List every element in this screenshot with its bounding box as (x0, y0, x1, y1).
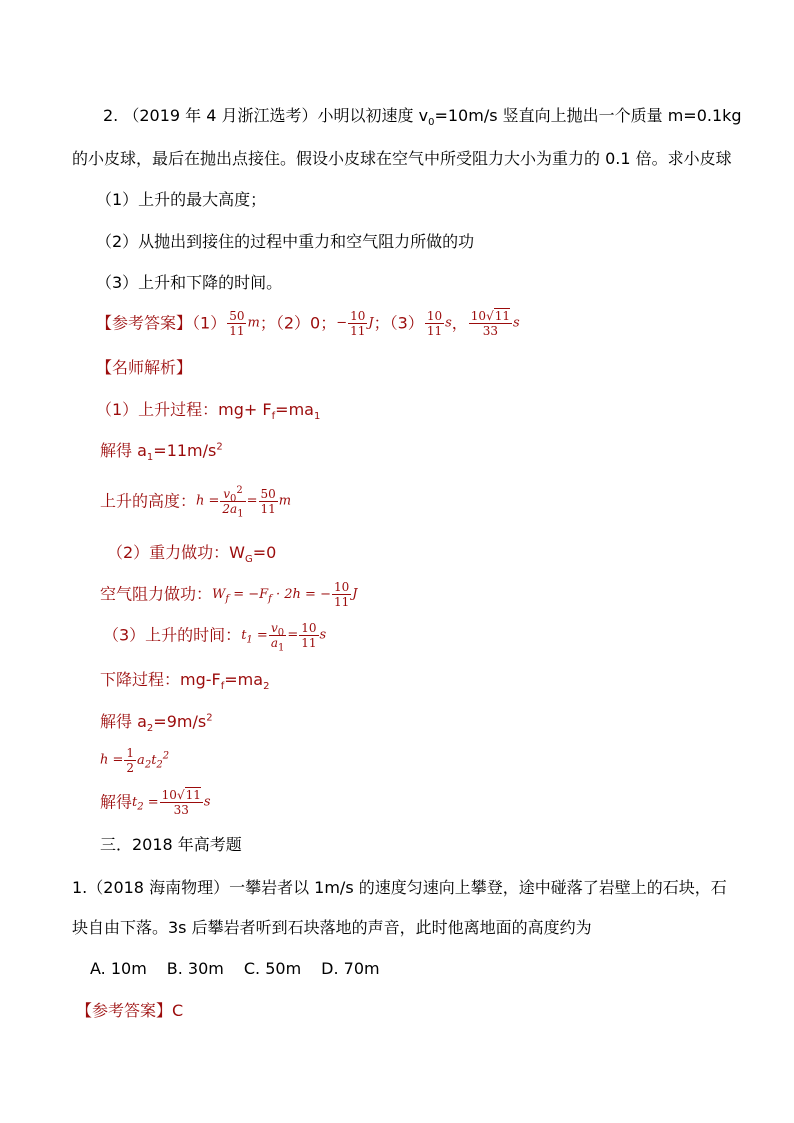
height-fraction: $\frac{v_0^2}{2a_1}$ (222, 485, 244, 520)
analysis-line8: 解得 $a_2=9m/s^2$ (100, 712, 213, 735)
analysis-line10: 解得$t_2$ = $\frac{10√11}{33}$ s (100, 788, 211, 817)
analysis-label: 【名师解析】 (96, 358, 193, 377)
answer-fraction-1: $\frac{50}{11}$ (229, 309, 245, 338)
option-d: D. 70m (321, 959, 380, 978)
q2-source: （2019 年 4 月浙江选考） (123, 106, 318, 125)
analysis-line3: 上升的高度：h = $\frac{v_0^2}{2a_1}$ = $\frac{50}{11}$ m (100, 485, 292, 520)
height-result-fraction: $\frac{50}{11}$ (260, 487, 276, 516)
rise-time-result-fraction: $\frac{10}{11}$ (301, 621, 317, 650)
fall-time-fraction: $\frac{10√11}{33}$ (161, 788, 201, 817)
option-c: C. 50m (243, 959, 302, 978)
q2-stem-text-a: 小明以初速度 v (317, 106, 429, 125)
answer-fraction-2: $\frac{10}{11}$ (350, 309, 366, 338)
answer-fraction-4: $\frac{10√11}{33}$ (470, 309, 510, 338)
q2-part1: （1）上升的最大高度； (96, 190, 267, 209)
q1-stem-line1: 1.（2018 海南物理）一攀岩者以 1m/s 的速度匀速向上攀登，途中碰落了岩壁上的石块，石 (72, 878, 727, 897)
q2-part3: （3）上升和下降的时间。 (96, 273, 283, 292)
q1-answer (76, 1001, 183, 1021)
q1-options (90, 959, 380, 979)
q1-stem-line2: 块自由下落。3s 后攀岩者听到石块落地的声音，此时他离地面的高度约为 (72, 918, 592, 937)
q2-stem-text-b: =10m/s 竖直向上抛出一个质量 m=0.1kg (434, 106, 742, 125)
answer-fraction-3: $\frac{10}{11}$ (426, 309, 443, 338)
answer-line: 【参考答案】（1） $\frac{50}{11}$ m；（2）0；− $\frac{10}{11}$ J；（3） $\frac{10}{11}$ s， $\frac{10√11}{33}$ s (96, 309, 520, 338)
q2-stem-line2: 的小皮球，最后在抛出点接住。假设小皮球在空气中所受阻力大小为重力的 0.1 倍。求小皮球 (72, 149, 732, 168)
analysis-line9: h = $\frac{1}{2}$ $a_2t_2^2$ (100, 746, 170, 775)
option-b: B. 30m (166, 959, 224, 978)
analysis-line2: 解得 $a_1=11m/s^2$ (100, 441, 223, 464)
section-title: 三．2018 年高考题 (100, 835, 242, 854)
air-work-fraction: $\frac{10}{11}$ (333, 580, 350, 609)
analysis-line6: （3）上升的时间：$t_1$ = $\frac{v_0}{a_1}$ = $\frac{10}{11}$ s (103, 621, 327, 654)
q2-stem-line1: 2. （2019 年 4 月浙江选考）小明以初速度 $v_0=10m/s$ 竖直向上抛出一个质量 m=0.1kg (103, 106, 742, 129)
q2-number: 2. (103, 106, 119, 125)
analysis-line5: 空气阻力做功：$W_f = -F_f \cdot 2h$ = − $\frac{10}{11}$ J (100, 580, 358, 609)
analysis-line4: （2）重力做功：$W_G=0$ (107, 543, 277, 566)
rise-time-fraction: $\frac{v_0}{a_1}$ (270, 621, 285, 654)
analysis-line7: 下降过程：$mg-F_f=ma_2$ (100, 670, 270, 693)
q1-answer-label: 【参考答案】 (76, 1001, 173, 1020)
q1-answer-value: C (172, 1001, 184, 1020)
analysis-line1: （1）上升过程：$mg+ F_f=ma_1$ (96, 400, 321, 423)
half-fraction: $\frac{1}{2}$ (126, 746, 135, 775)
answer-label: 【参考答案】 (96, 313, 193, 333)
q2-part2: （2）从抛出到接住的过程中重力和空气阻力所做的功 (96, 232, 475, 251)
option-a: A. 10m (90, 959, 147, 978)
